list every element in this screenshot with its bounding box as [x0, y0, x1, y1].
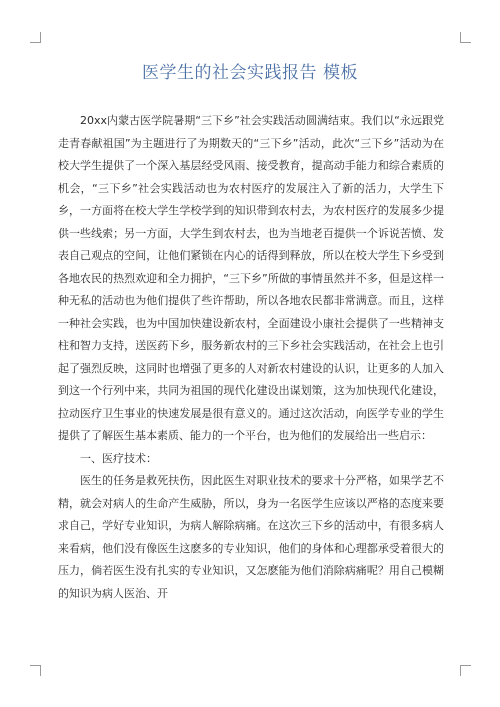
- crop-mark-top-left: [30, 32, 41, 43]
- crop-mark-bottom-right: [460, 665, 471, 676]
- intro-paragraph: 20xx内蒙古医学院暑期“三下乡”社会实践活动圆满结束。我们以“永远跟党走青春献祖国”为主题进行了为期数天的“三下乡”活动，此次“三下乡”活动为在校大学生提供了一个深入基层经受风雨、接受教育，提高动手能力和综合素质的机会，“三下乡”社会实践活动也为农村医疗的发展注入了新的活力，大学生下乡，一方面将在校大学生学校学到的知识带到农村去，为农村医疗的发展多少提供一些线索；另一方面，大学生到农村去，也为当地老百提供一个诉说苦愤、发表自己观点的空间，让他们紧锁在内心的话得到释放，所以在校大学生下乡受到各地农民的热烈欢迎和全力拥护，“三下乡”所做的事情虽然并不多，但是这样一种无私的活动也为他们提供了些许帮助，所以各地农民都非常满意。而且，这样一种社会实践，也为中国加快建设新农村，全面建设小康社会提供了一些精神支柱和智力支持，送医药下乡，服务新农村的三下乡社会实践活动，在社会上也引起了强烈反映，这同时也增强了更多的人对新农村建设的认识，让更多的人加入到这一个行列中来，共同为祖国的现代化建设出谋划策，这为加快现代化建设，拉动医疗卫生事业的快速发展是很有意义的。通过这次活动，向医学专业的学生提供了了解医生基本素质、能力的一个平台，也为他们的发展给出一些启示：: [58, 114, 444, 442]
- crop-mark-bottom-left: [30, 665, 41, 676]
- document-body: [58, 110, 444, 605]
- crop-mark-top-right: [460, 32, 471, 43]
- section-heading-medical-technique: 一、医疗技术：: [80, 451, 157, 465]
- medical-technique-paragraph: 医生的任务是救死扶伤，因此医生对职业技术的要求十分严格，如果学艺不精，就会对病人的生命产生威胁，所以，身为一名医学生应该以严格的态度来要求自己，学好专业知识，为病人解除病痛。在这次三下乡的活动中，有很多病人来看病，他们没有像医生这麽多的专业知识，他们的身体和心理都承受着很大的压力，倘若医生没有扎实的专业知识，又怎麽能为他们消除病痛呢？用自己模糊的知识为病人医治、开: [58, 474, 444, 600]
- document-title: 医学生的社会实践报告 模板: [142, 63, 358, 83]
